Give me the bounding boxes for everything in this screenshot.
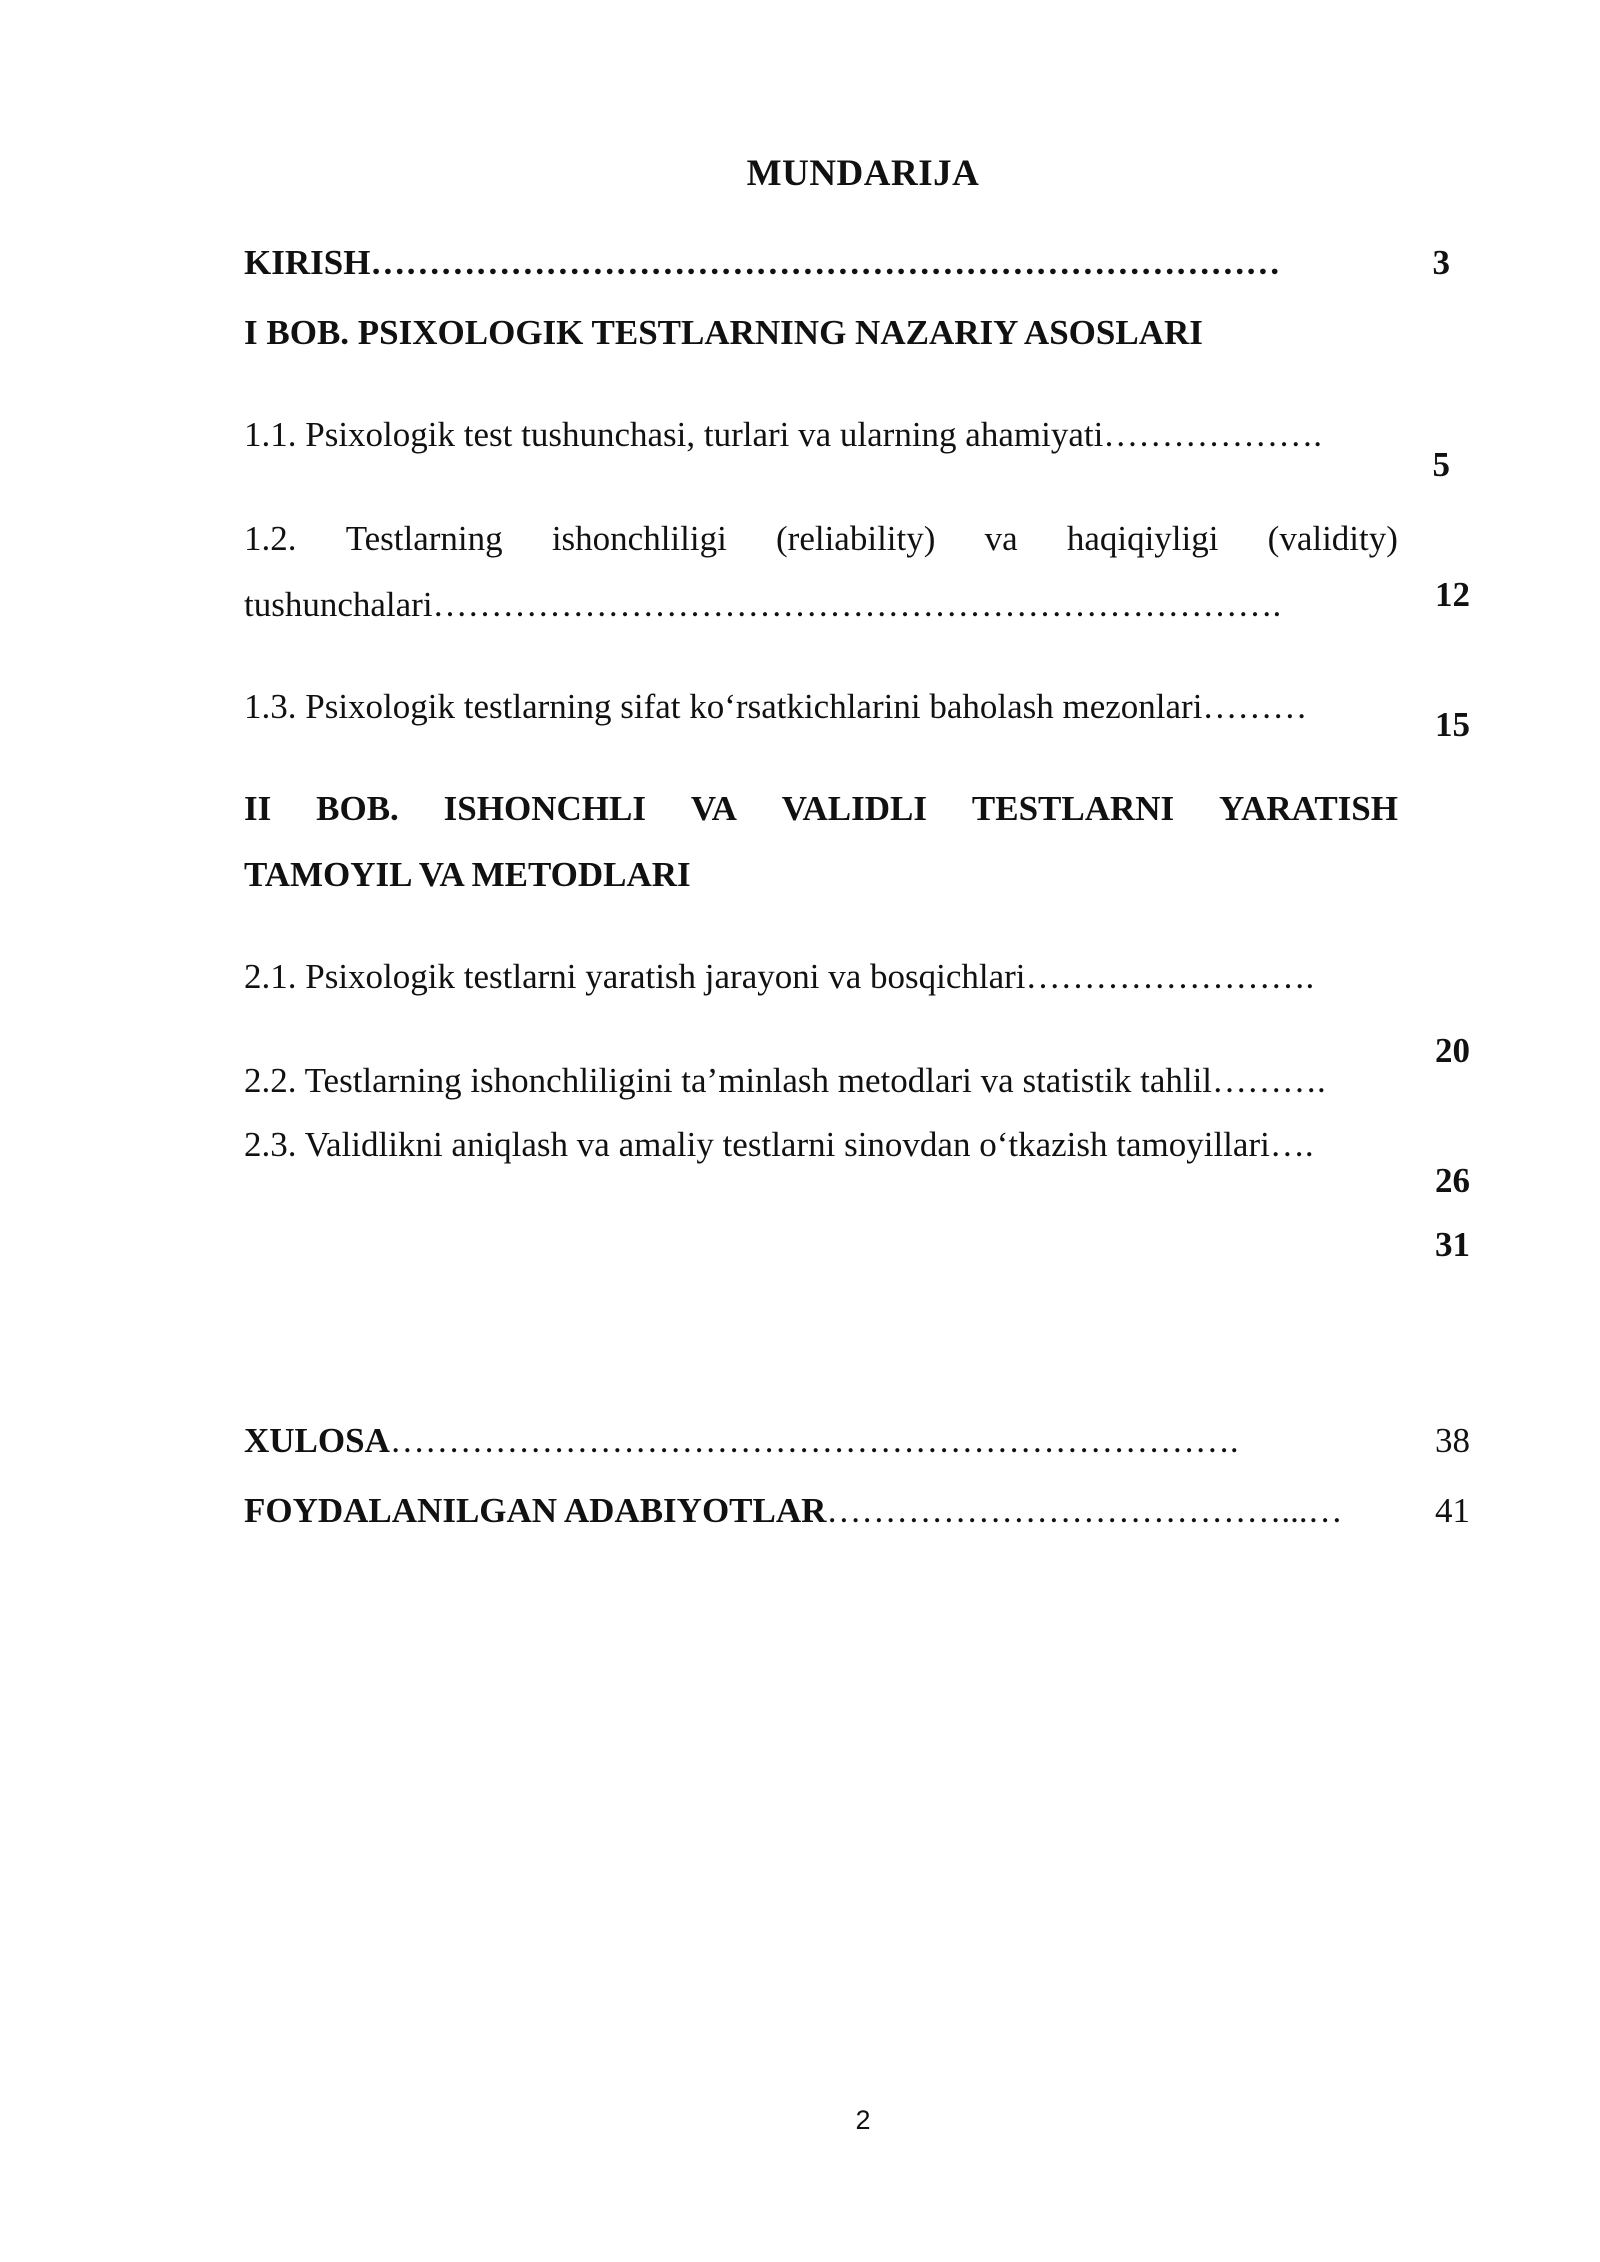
- page-title: MUNDARIJA: [746, 153, 980, 194]
- toc-word: ishonchliligi: [551, 519, 727, 558]
- toc-chapter-2-line1: [244, 788, 1398, 830]
- toc-entry-kirish: KIRISH……………………………………………………………………: [244, 243, 1281, 282]
- toc-page-2-1: 20: [1435, 1031, 1470, 1070]
- toc-page-xulosa: 38: [1435, 1421, 1470, 1460]
- toc-page-2-3: 31: [1435, 1225, 1470, 1264]
- toc-word: VA: [690, 789, 737, 828]
- toc-word: VALIDLI: [781, 789, 927, 828]
- toc-entry-adabiyotlar: [244, 1490, 1343, 1532]
- toc-word: II: [244, 789, 272, 828]
- toc-page-kirish: 3: [1432, 243, 1450, 282]
- toc-word: 1.2.: [244, 519, 297, 558]
- toc-word: YARATISH: [1219, 789, 1398, 828]
- toc-word: (validity): [1267, 519, 1398, 558]
- toc-page-1-3: 15: [1435, 705, 1470, 744]
- toc-entry-1-2-line2: tushunchalari……………………………………………………………….: [244, 585, 1282, 624]
- toc-word: va: [984, 519, 1018, 558]
- toc-word: BOB.: [316, 789, 399, 828]
- toc-page-2-2: 26: [1435, 1161, 1470, 1200]
- toc-page-1-2: 12: [1435, 575, 1470, 614]
- toc-entry-2-1: 2.1. Psixologik testlarni yaratish jarayoni va bosqichlari…………………….: [244, 957, 1315, 996]
- toc-entry-xulosa: [244, 1420, 1239, 1462]
- toc-label-adabiyotlar: FOYDALANILGAN ADABIYOTLAR: [244, 1491, 827, 1530]
- toc-dots: …………………………………...…: [826, 1491, 1343, 1530]
- toc-chapter-1: I BOB. PSIXOLOGIK TESTLARNING NAZARIY ASOSLARI: [244, 313, 1203, 352]
- toc-page-1-1: 5: [1432, 445, 1450, 484]
- page-number: 2: [855, 2105, 871, 2135]
- toc-chapter-2-line2: TAMOYIL VA METODLARI: [244, 855, 691, 894]
- toc-label-xulosa: XULOSA: [244, 1421, 390, 1460]
- toc-word: TESTLARNI: [971, 789, 1175, 828]
- toc-word: ISHONCHLI: [443, 789, 646, 828]
- toc-word: Testlarning: [345, 519, 503, 558]
- toc-word: (reliability): [776, 519, 936, 558]
- toc-dots: ……………………………………………………………….: [389, 1421, 1239, 1460]
- toc-word: haqiqiyligi: [1066, 519, 1219, 558]
- toc-entry-1-2-line1: [244, 518, 1398, 560]
- toc-entry-2-2: 2.2. Testlarning ishonchliligini ta’minlash metodlari va statistik tahlil……….: [244, 1061, 1326, 1100]
- toc-entry-1-1: 1.1. Psixologik test tushunchasi, turlari va ularning ahamiyati……………….: [244, 415, 1323, 454]
- toc-page-adabiyotlar: 41: [1435, 1491, 1470, 1530]
- toc-entry-2-3: 2.3. Validlikni aniqlash va amaliy testlarni sinovdan o‘tkazish tamoyillari….: [244, 1125, 1314, 1164]
- toc-entry-1-3: 1.3. Psixologik testlarning sifat ko‘rsatkichlarini baholash mezonlari………: [244, 687, 1308, 726]
